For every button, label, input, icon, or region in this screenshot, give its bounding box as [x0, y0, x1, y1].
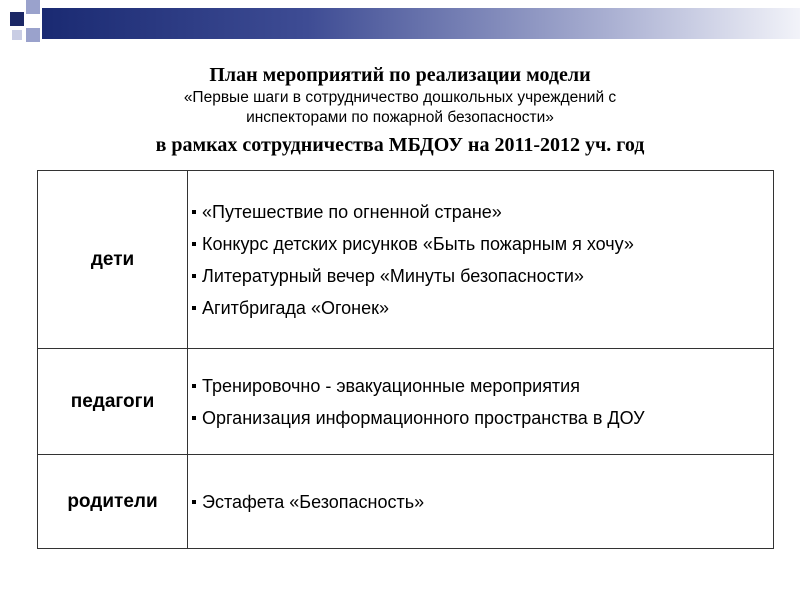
activities-table [37, 170, 774, 549]
items-cell [188, 349, 774, 455]
deco-square-1 [10, 12, 24, 26]
activity-text: Конкурс детских рисунков «Быть пожарным я хочу» [202, 233, 634, 254]
bullet-icon [192, 306, 196, 310]
title-line-2: «Первые шаги в сотрудничество дошкольных учреждений с [183, 89, 617, 106]
bullet-icon [192, 210, 196, 214]
bullet-icon [192, 384, 196, 388]
list-item [190, 405, 765, 431]
activity-text: Тренировочно - эвакуационные мероприятия [202, 375, 580, 396]
list-item [190, 231, 765, 257]
activity-list [190, 199, 765, 321]
bullet-icon [192, 242, 196, 246]
items-cell [188, 171, 774, 349]
header-gradient-bar [42, 8, 800, 39]
title-line-1: План мероприятий по реализации модели [209, 64, 591, 86]
activity-text: Агитбригада «Огонек» [202, 297, 389, 318]
list-item [190, 489, 765, 515]
deco-square-2 [26, 0, 40, 14]
list-item [190, 263, 765, 289]
table-row-parents [38, 455, 774, 549]
list-item [190, 295, 765, 321]
title-line-4: в рамках сотрудничества МБДОУ на 2011-2012 уч. год [155, 134, 645, 156]
bullet-icon [192, 500, 196, 504]
list-item [190, 373, 765, 399]
activity-text: Организация информационного пространства в ДОУ [202, 407, 645, 428]
slide-header-decoration [0, 0, 800, 48]
table-row-children [38, 171, 774, 349]
activity-list [190, 489, 765, 515]
deco-square-3 [26, 28, 40, 42]
activity-text: «Путешествие по огненной стране» [202, 201, 502, 222]
group-cell: педагоги [38, 349, 188, 455]
group-cell: дети [38, 171, 188, 349]
activity-list [190, 373, 765, 431]
bullet-icon [192, 416, 196, 420]
activity-text: Литературный вечер «Минуты безопасности» [202, 265, 584, 286]
group-cell: родители [38, 455, 188, 549]
slide-title [0, 62, 800, 158]
list-item [190, 199, 765, 225]
bullet-icon [192, 274, 196, 278]
items-cell [188, 455, 774, 549]
title-line-3: инспекторами по пожарной безопасности» [246, 109, 554, 126]
table-row-teachers [38, 349, 774, 455]
deco-square-5 [12, 30, 22, 40]
activity-text: Эстафета «Безопасность» [202, 491, 425, 512]
